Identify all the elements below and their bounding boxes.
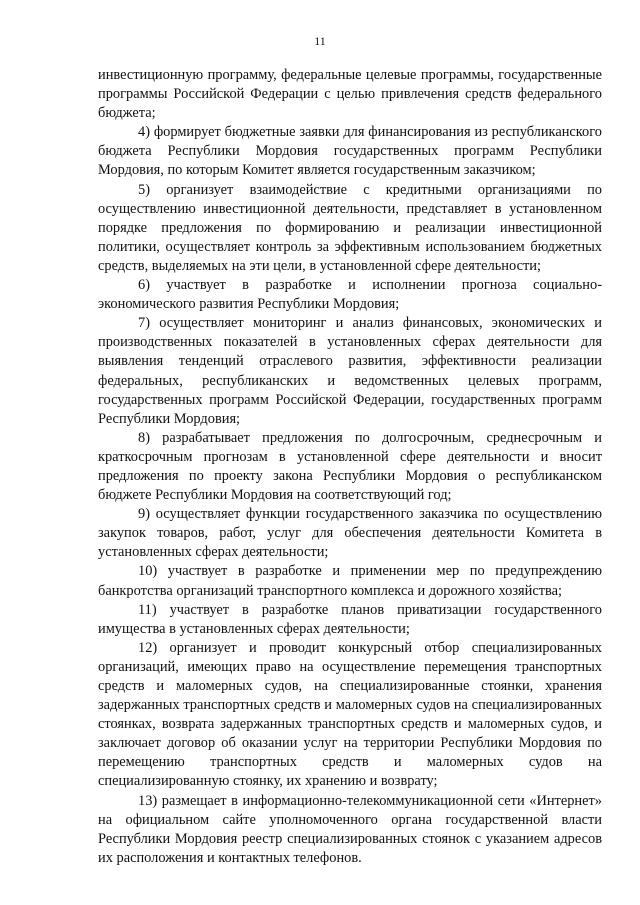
paragraph-item-11: 11) участвует в разработке планов приватизации государственного имущества в установленных сферах деятельности; (98, 601, 602, 637)
paragraph-item-10: 10) участвует в разработке и применении мер по предупреждению банкротства организаций транспортного комплекса и дорожного хозяйства; (98, 563, 602, 599)
paragraph-item-9: 9) осуществляет функции государственного заказчика по осуществлению закупок товаров, работ, услуг для обеспечения деятельности Комитета в установленных сферах деятельности; (98, 506, 602, 561)
paragraph-item-6: 6) участвует в разработке и исполнении прогноза социально-экономического развития Республики Мордовия; (98, 277, 602, 313)
paragraph-item-4: 4) формирует бюджетные заявки для финансирования из республиканского бюджета Республики Мордовия государственных программ Республики Мордовия, по которым Комитет является государственным заказчиком; (98, 124, 602, 179)
paragraph-item-13: 13) размещает в информационно-телекоммуникационной сети «Интернет» на официальном сайте уполномоченного органа государственной власти Республики Мордовия реестр специализированных стоянок с указанием адресов их расположения и контактных телефонов. (98, 792, 602, 866)
document-body (98, 66, 602, 868)
paragraph-item-8: 8) разрабатывает предложения по долгосрочным, среднесрочным и краткосрочным прогнозам в установленной сфере деятельности и вносит предложения по проекту закона Республики Мордовия о республиканском бюджете Республики Мордовия на соответствующий год; (98, 429, 602, 504)
paragraph-item-5: 5) организует взаимодействие с кредитными организациями по осуществлению инвестиционной деятельности, представляет в установленном порядке предложения по формированию и реализации инвестиционной политики, осуществляет контроль за эффективным использованием бюджетных средств, выделяемых на эти цели, в установленной сфере деятельности; (98, 181, 602, 274)
page-number: 11 (314, 34, 326, 48)
paragraph-continuation: инвестиционную программу, федеральные целевые программы, государственные программы Российской Федерации с целью привлечения средств федерального бюджета; (98, 67, 602, 122)
paragraph-item-12: 12) организует и проводит конкурсный отбор специализированных организаций, имеющих право на осуществление перемещения транспортных средств и маломерных судов, на специализированные стоянки, хранения задержанных транспортных средств и маломерных судов на специализированных стоянках, возврата задержанных транспортных средств и маломерных судов, и заключает договор об оказании услуг на территории Республики Мордовия по перемещению транспортных средств и маломерных судов на специализированную стоянку, их хранению и возврату; (98, 639, 602, 790)
paragraph-item-7: 7) осуществляет мониторинг и анализ финансовых, экономических и производственных показателей в установленных сферах деятельности для выявления тенденций отраслевого развития, эффективности реализации федеральных, республиканских и ведомственных целевых программ, государственных программ Российской Федерации, государственных программ Республики Мордовия; (98, 315, 602, 427)
